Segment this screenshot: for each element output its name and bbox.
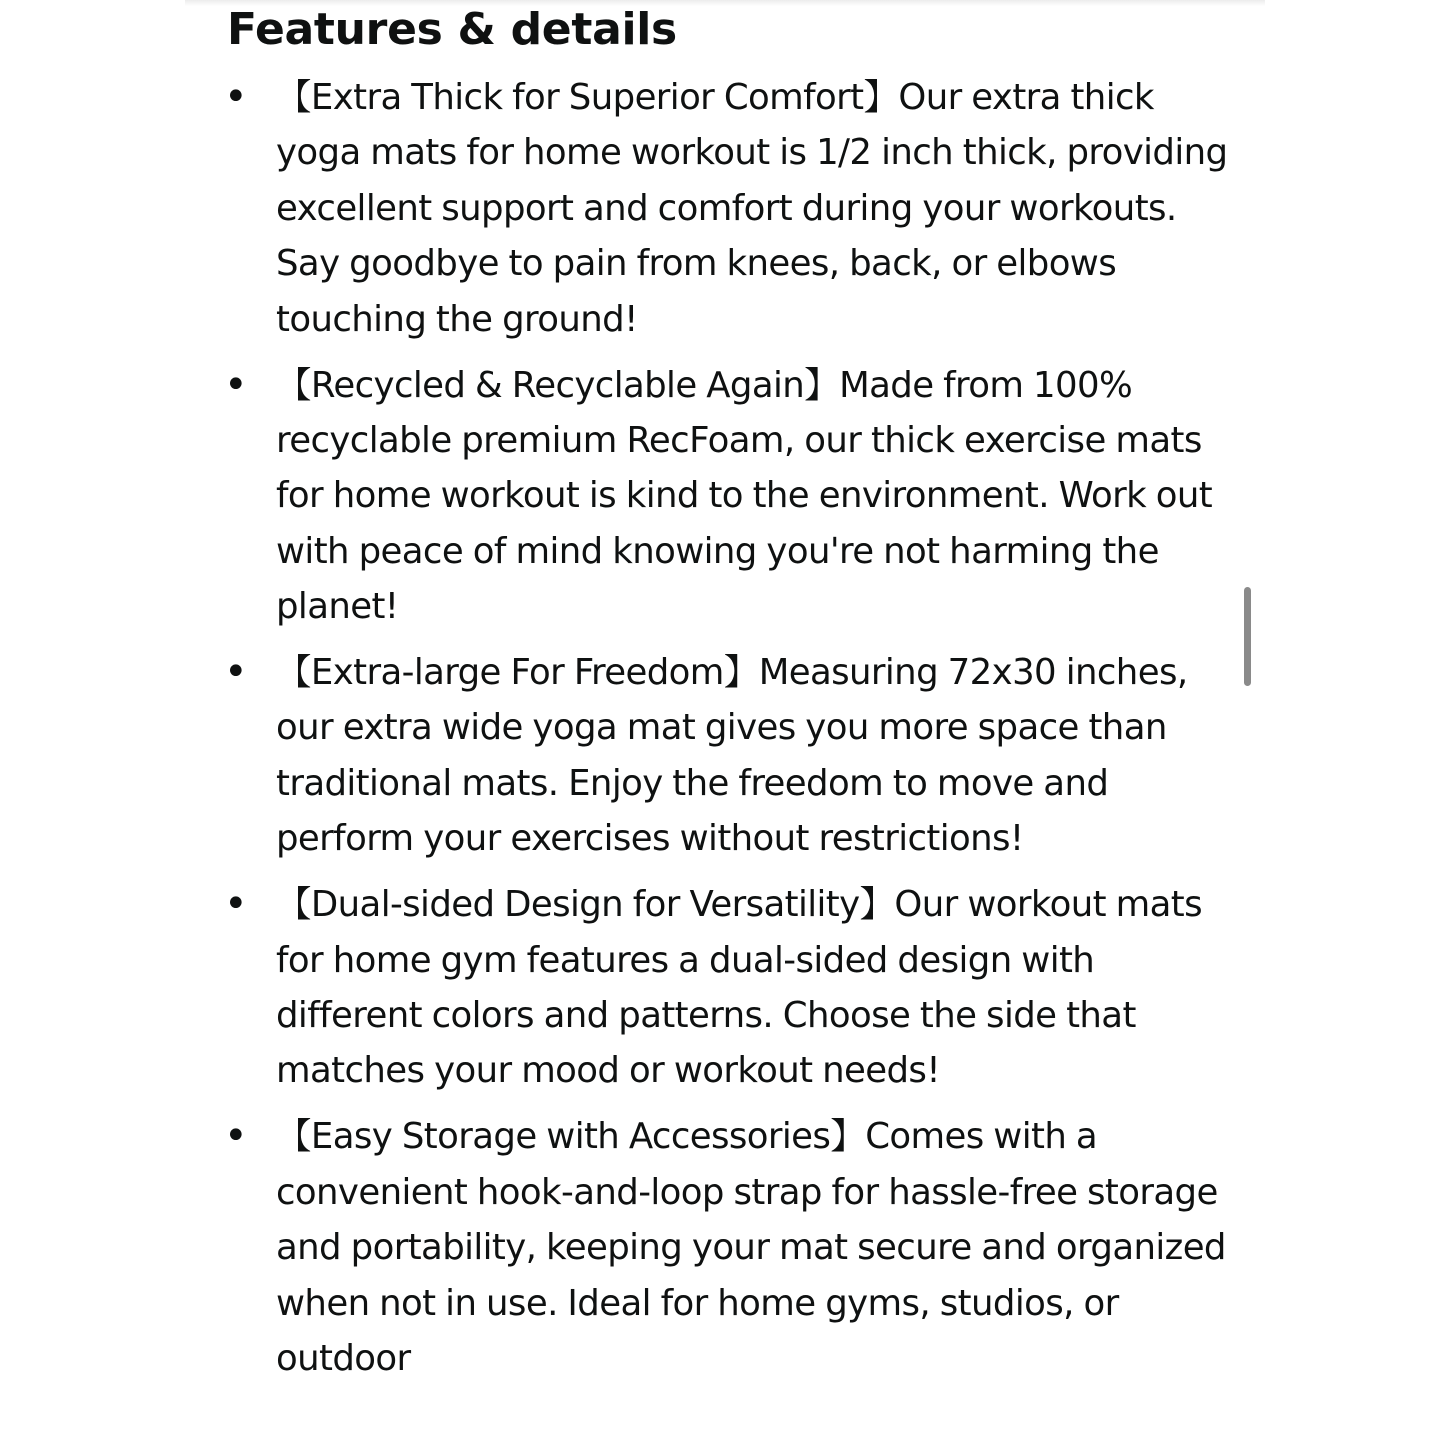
feature-text: Made from 100% recyclable premium RecFoam, our thick exercise mats for home workout is kind to the environment. Work out with peace of mind knowing you're not harming the planet! — [276, 364, 1213, 628]
bullet-icon: • — [224, 74, 247, 120]
feature-item-dual-sided — [222, 877, 1232, 1099]
scrollbar-thumb[interactable] — [1244, 587, 1251, 686]
feature-text: Measuring 72x30 inches, our extra wide yoga mat gives you more space than traditional mats. Enjoy the freedom to move and perform your exercises without restrictions! — [276, 652, 1188, 860]
feature-item-size — [222, 645, 1232, 867]
feature-text: Comes with a convenient hook-and-loop strap for hassle-free storage and portability, keeping your mat secure and organized when not in use. Ideal for home gyms, studios, or outdoor — [276, 1116, 1226, 1379]
bullet-icon: • — [224, 649, 247, 696]
feature-heading: 【Recycled & Recyclable Again】 — [276, 364, 840, 406]
bullet-icon: • — [224, 1113, 247, 1160]
feature-text: Our extra thick yoga mats for home workout is 1/2 inch thick, providing excellent support and comfort during your workouts. Say goodbye to pain from knees, back, or elbows touching the ground! — [276, 77, 1228, 340]
feature-heading: 【Extra Thick for Superior Comfort】 — [276, 77, 899, 118]
feature-heading: 【Dual-sided Design for Versatility】 — [276, 884, 895, 926]
feature-heading: 【Extra-large For Freedom】 — [276, 652, 759, 694]
bullet-icon: • — [224, 881, 247, 928]
feature-item-thickness — [222, 70, 1232, 347]
feature-text: Our workout mats for home gym features a dual-sided design with different colors and patterns. Choose the side that matches your mood or workout needs! — [276, 884, 1202, 1092]
bullet-icon: • — [224, 361, 247, 408]
features-list — [222, 70, 1232, 1397]
feature-heading: 【Easy Storage with Accessories】 — [276, 1116, 866, 1158]
feature-item-recycled — [222, 358, 1232, 635]
feature-item-storage — [222, 1109, 1232, 1386]
section-title: Features & details — [227, 4, 677, 55]
